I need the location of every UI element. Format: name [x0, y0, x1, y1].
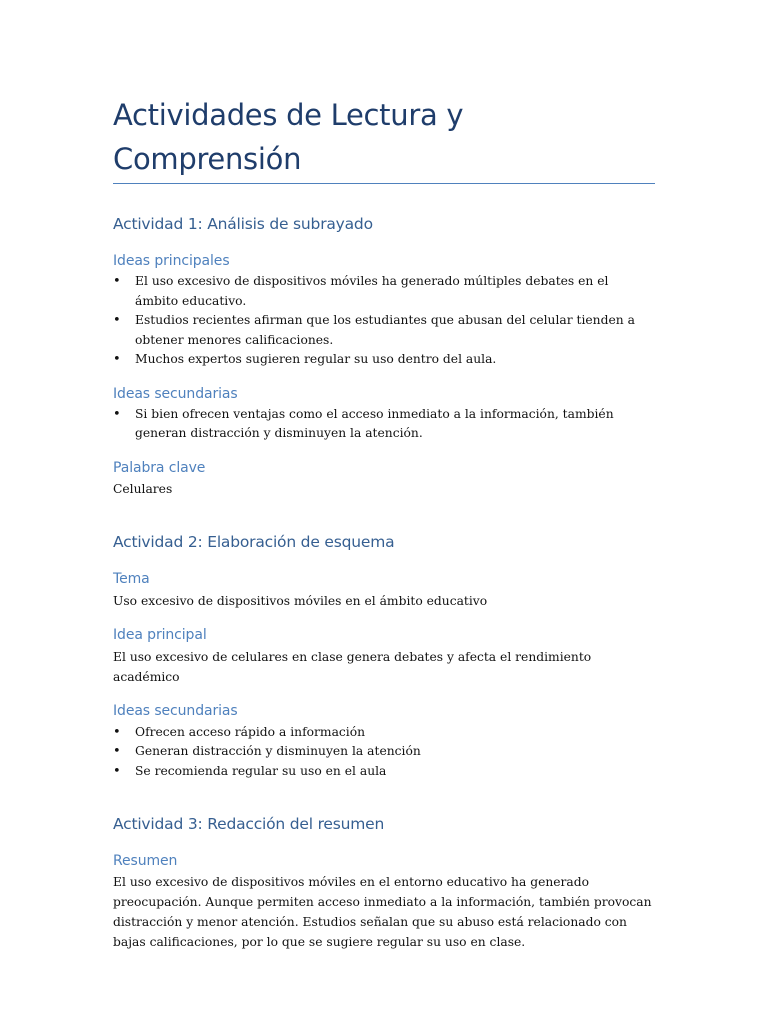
activity-2-heading: Actividad 2: Elaboración de esquema [113, 532, 395, 551]
activity-2-main-idea-heading: Idea principal [113, 626, 207, 643]
activity-2-main-idea-text: El uso excesivo de celulares en clase genera debates y afecta el rendimiento académico [113, 649, 592, 684]
bullet-icon: • [113, 352, 121, 367]
activity-1-heading: Actividad 1: Análisis de subrayado [113, 215, 373, 233]
list-item: • El uso excesivo de dispositivos móviles ha generado múltiples debates en el ámbito educativo. [113, 274, 609, 308]
bullet-icon: • [113, 406, 121, 422]
activity-1-secondary-ideas-heading: Ideas secundarias [113, 385, 238, 402]
activity-2-topic-heading: Tema [113, 570, 150, 587]
bullet-icon: • [113, 724, 121, 740]
bullet-icon: • [113, 744, 121, 759]
activity-2-secondary-ideas-heading: Ideas secundarias [113, 702, 238, 719]
activity-1-secondary-ideas-list [113, 405, 655, 444]
list-item: • Si bien ofrecen ventajas como el acceso inmediato a la información, también generan distracción y disminuyen la atención. [113, 406, 614, 440]
activity-3-summary-heading: Resumen [113, 853, 178, 869]
document-page [113, 93, 655, 952]
bullet-icon: • [113, 313, 121, 328]
activity-1-keyword-heading: Palabra clave [113, 459, 206, 476]
activity-2-topic-text: Uso excesivo de dispositivos móviles en el ámbito educativo [113, 593, 488, 608]
list-item: • Estudios recientes afirman que los estudiantes que abusan del celular tienden a obtener menores calificaciones. [113, 313, 635, 347]
activity-2-secondary-ideas-list [113, 723, 655, 782]
document-title: Actividades de Lectura y Comprensión [113, 93, 655, 184]
activity-3-heading: Actividad 3: Redacción del resumen [113, 815, 385, 833]
activity-1-main-ideas-list [113, 272, 655, 370]
activity-1-main-ideas-heading: Ideas principales [113, 253, 230, 269]
list-item: • Muchos expertos sugieren regular su uso dentro del aula. [113, 350, 655, 370]
list-item: • Generan distracción y disminuyen la atención [113, 742, 655, 762]
bullet-icon: • [113, 763, 121, 779]
activity-1-keyword-text: Celulares [113, 481, 173, 496]
activity-3-summary-text: El uso excesivo de dispositivos móviles en el entorno educativo ha generado preocupación. Aunque permiten acceso inmediato a la información, también provocan distracción y menor atención. Estudios señalan que su abuso está relacionado con bajas calificaciones, por lo que se sugiere regular su uso en clase. [113, 875, 652, 949]
list-item: • Se recomienda regular su uso en el aula [113, 762, 655, 782]
list-item: • Ofrecen acceso rápido a información [113, 723, 655, 743]
bullet-icon: • [113, 274, 121, 289]
